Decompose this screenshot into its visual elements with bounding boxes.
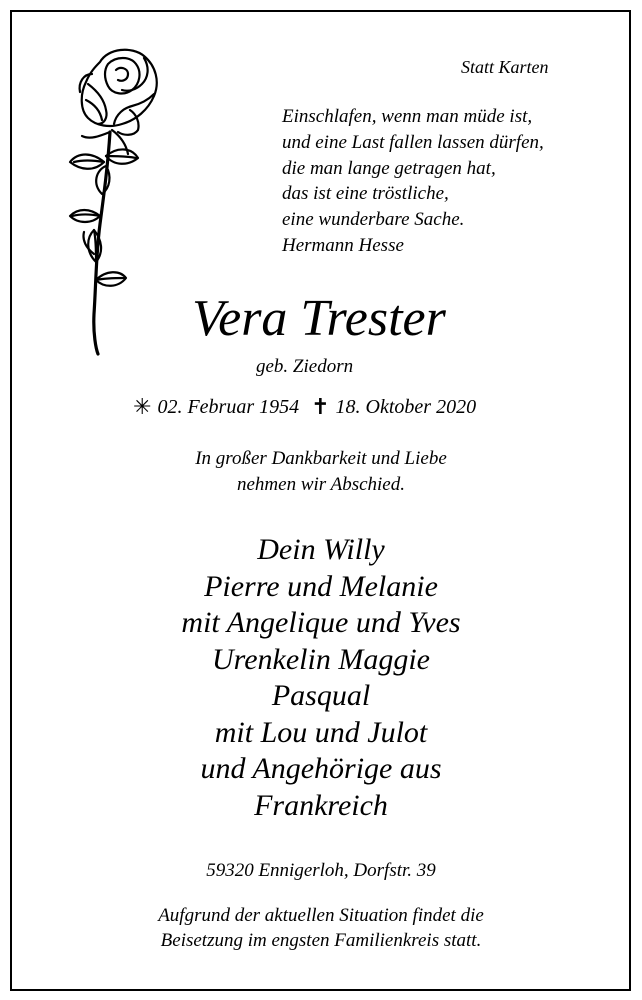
address: 59320 Ennigerloh, Dorfstr. 39 [206,860,436,881]
born-name: geb. Ziedorn [256,356,354,377]
statt-karten-label: Statt Karten [461,57,549,77]
farewell-line: In großer Dankbarkeit und Liebe [195,448,447,469]
note-line: Aufgrund der aktuellen Situation findet die [158,905,484,926]
death-cross-icon: ✝ [311,394,330,419]
family-line: mit Lou und Julot [214,715,428,749]
funeral-note [0,903,642,953]
farewell-line: nehmen wir Abschied. [237,474,405,495]
note-line: Beisetzung im engsten Familienkreis statt. [160,930,482,951]
poem-line: eine wunderbare Sache. [282,209,465,231]
family-line: und Angehörige aus [200,752,442,785]
family-line: Dein Willy [257,533,385,566]
death-date: 18. Oktober 2020 [335,395,477,418]
poem-line: Einschlafen, wenn man müde ist, [282,106,533,127]
poem-line: und eine Last fallen lassen dürfen, [282,131,544,153]
poem-quote [282,104,544,259]
poem-line: das ist eine tröstliche, [282,183,449,205]
family-line: Pasqual [271,679,371,712]
family-list [0,532,642,824]
birth-date: 02. Februar 1954 [157,395,300,418]
life-dates [133,394,476,420]
birth-star-icon: ✳ [133,394,152,419]
farewell-text [0,446,642,498]
family-line: mit Angelique und Yves [181,606,461,639]
family-line: Pierre und Melanie [204,569,438,603]
poem-line: die man lange getragen hat, [282,157,496,179]
poem-author: Hermann Hesse [282,234,404,256]
family-line: Urenkelin Maggie [212,642,430,676]
deceased-name-text: Vera Trester [192,290,446,347]
family-line: Frankreich [254,788,388,822]
deceased-name [0,288,642,350]
